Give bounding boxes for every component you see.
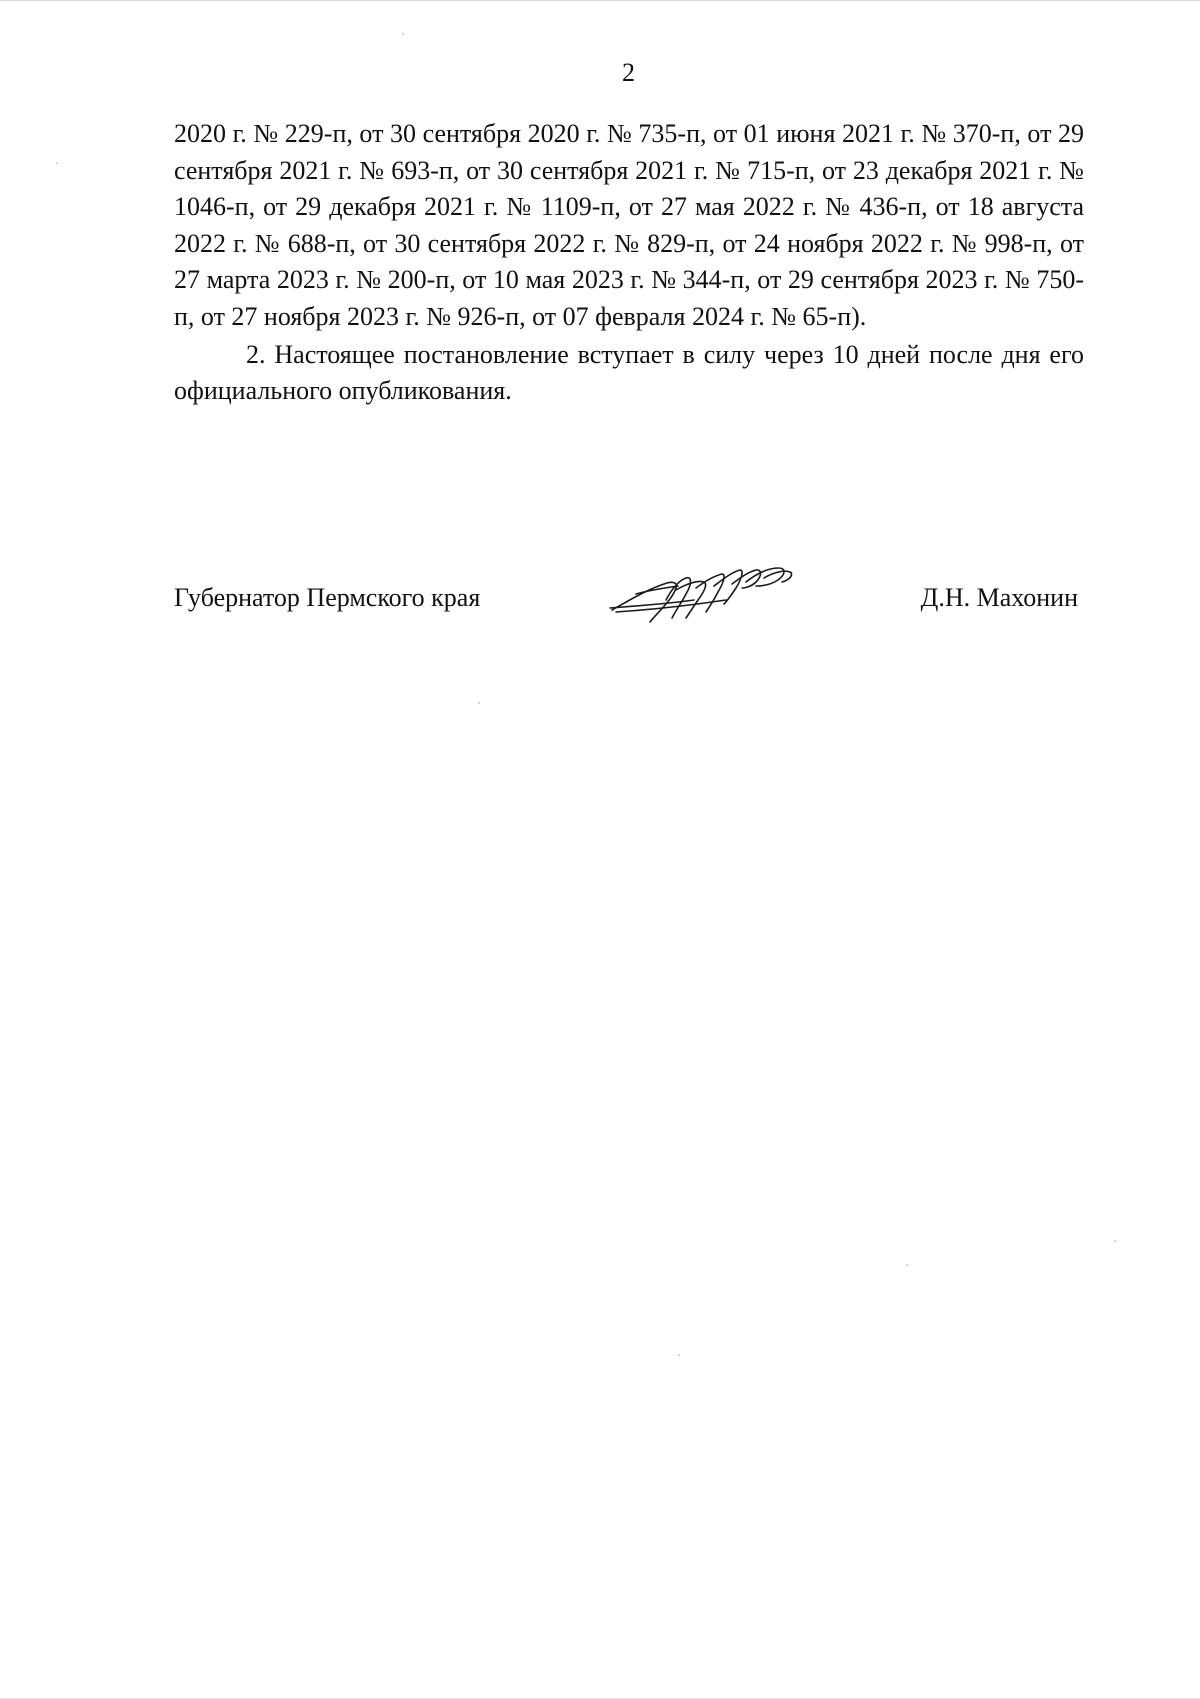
signatory-name: Д.Н. Махонин <box>920 583 1078 612</box>
scan-edge-top <box>0 0 1200 1</box>
handwritten-signature <box>606 560 796 630</box>
page-number: 2 <box>622 58 635 87</box>
paragraph-effective-date: 2. Настоящее постановление вступает в силу через 10 дней после дня его официального опубликования. <box>174 339 1084 406</box>
scan-speck <box>478 702 480 704</box>
scan-speck <box>906 1264 908 1266</box>
document-body <box>174 116 1084 410</box>
paragraph-amendments-list: 2020 г. № 229-п, от 30 сентября 2020 г. № 735-п, от 01 июня 2021 г. № 370-п, от 29 сентября 2021 г. № 693-п, от 30 сентября 2021 г. № 715-п, от 23 декабря 2021 г. № 1046-п, от 29 декабря 2021 г. № 1109-п, от 27 мая 2022 г. № 436-п, от 18 августа 2022 г. № 688-п, от 30 сентября 2022 г. № 829-п, от 24 ноября 2022 г. № 998-п, от 27 марта 2023 г. № 200-п, от 10 мая 2023 г. № 344-п, от 29 сентября 2023 г. № 750-п, от 27 ноября 2023 г. № 926-п, от 07 февраля 2024 г. № 65-п). <box>174 119 1084 331</box>
scan-speck <box>402 33 404 35</box>
scan-speck <box>56 162 58 164</box>
scan-speck <box>678 1354 680 1356</box>
signatory-position: Губернатор Пермского края <box>174 583 481 612</box>
scan-speck <box>1114 1240 1116 1242</box>
